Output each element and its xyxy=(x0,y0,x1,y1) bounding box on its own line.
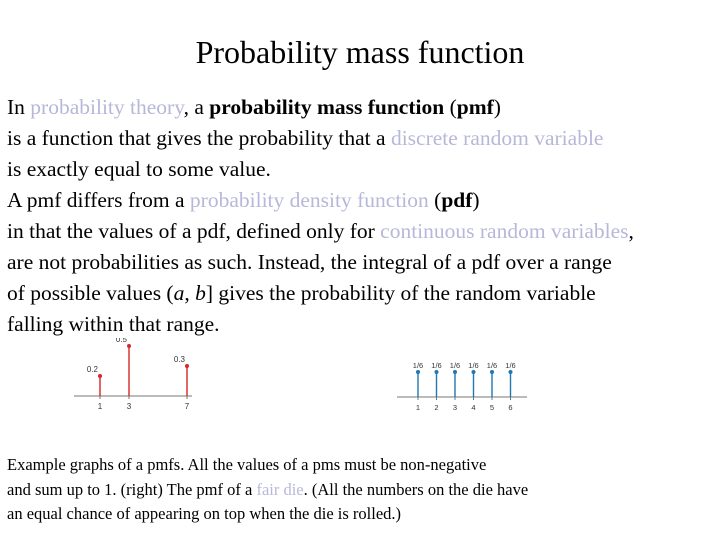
text: of possible values ( xyxy=(7,281,174,305)
paragraph-line-6: are not probabilities as such. Instead, the integral of a pdf over a range xyxy=(7,250,612,274)
stem-marker xyxy=(98,374,102,378)
link-probability-theory[interactable]: probability theory xyxy=(30,95,184,119)
data-label: 0.3 xyxy=(173,355,185,364)
data-label: 1/6 xyxy=(486,360,498,370)
paragraph-line-4 xyxy=(7,185,717,216)
paragraph-line-8: falling within that range. xyxy=(7,312,220,336)
link-continuous-random-variables[interactable]: continuous random variables xyxy=(380,219,629,243)
stem-marker xyxy=(435,370,439,374)
link-random-variable[interactable]: random variable xyxy=(463,126,604,150)
paragraph-line-1 xyxy=(7,92,717,123)
text: ) xyxy=(472,188,480,212)
data-label: 0.2 xyxy=(86,365,98,374)
data-label: 1/6 xyxy=(449,360,461,370)
paragraph-line-5 xyxy=(7,216,717,247)
paragraph-line-2 xyxy=(7,123,717,154)
stem-marker xyxy=(453,370,457,374)
page-title: Probability mass function xyxy=(195,34,525,70)
text: , xyxy=(184,281,196,305)
x-tick-label: 5 xyxy=(489,403,495,410)
pmf-example-chart xyxy=(72,338,197,410)
data-label: 0.5 xyxy=(115,338,127,344)
x-tick-label: 2 xyxy=(434,403,439,410)
text: In xyxy=(7,95,31,119)
text: is a function that gives the probability that a xyxy=(7,126,391,150)
fair-die-pmf-chart xyxy=(395,342,532,410)
data-label: 1/6 xyxy=(468,360,479,370)
link-fair-die[interactable]: fair die xyxy=(256,479,304,499)
stem-marker xyxy=(416,370,420,374)
bold-term-pmf: probability mass function xyxy=(209,95,445,119)
text: , xyxy=(628,219,634,243)
x-tick-label: 6 xyxy=(508,403,513,410)
text: ] gives the probability of the random variable xyxy=(205,281,596,305)
variable-b: b xyxy=(195,281,206,305)
text: in that the values of a pdf, defined only for xyxy=(7,219,381,243)
x-tick-label: 3 xyxy=(452,403,458,410)
x-tick-label: 4 xyxy=(471,403,476,410)
paragraph-line-7 xyxy=(7,278,717,309)
definition-paragraph xyxy=(7,92,717,340)
x-tick-label: 1 xyxy=(97,402,103,410)
text: ) xyxy=(493,95,501,119)
text: A pmf differs from a xyxy=(7,188,190,212)
stem-marker xyxy=(509,370,513,374)
caption-line-1: Example graphs of a pmfs. All the values of a pms must be non-negative xyxy=(7,455,487,474)
bold-abbr-pmf: pmf xyxy=(456,95,494,119)
text: and sum up to 1. (right) The pmf of a xyxy=(7,479,257,499)
text: ( xyxy=(444,95,457,119)
paragraph-line-3: is exactly equal to some value. xyxy=(7,157,271,181)
text: , a xyxy=(183,95,210,119)
caption-line-3: an equal chance of appearing on top when the die is rolled.) xyxy=(7,504,402,523)
caption-line-2 xyxy=(7,478,713,503)
data-label: 1/6 xyxy=(431,360,442,370)
data-label: 1/6 xyxy=(412,360,424,370)
stem-marker xyxy=(127,344,131,348)
link-probability-density-function[interactable]: probability density function xyxy=(189,188,429,212)
data-label: 1/6 xyxy=(505,360,516,370)
stem-marker xyxy=(185,364,189,368)
x-tick-label: 1 xyxy=(415,403,421,410)
text: . (All the numbers on the die have xyxy=(303,479,529,499)
x-tick-label: 3 xyxy=(126,402,132,410)
stem-marker xyxy=(490,370,494,374)
stem-marker xyxy=(472,370,476,374)
text: ( xyxy=(428,188,442,212)
figure-caption xyxy=(7,453,713,527)
x-tick-label: 7 xyxy=(184,402,190,410)
bold-abbr-pdf: pdf xyxy=(441,188,473,212)
variable-a: a xyxy=(173,281,185,305)
link-discrete[interactable]: discrete xyxy=(390,126,458,150)
